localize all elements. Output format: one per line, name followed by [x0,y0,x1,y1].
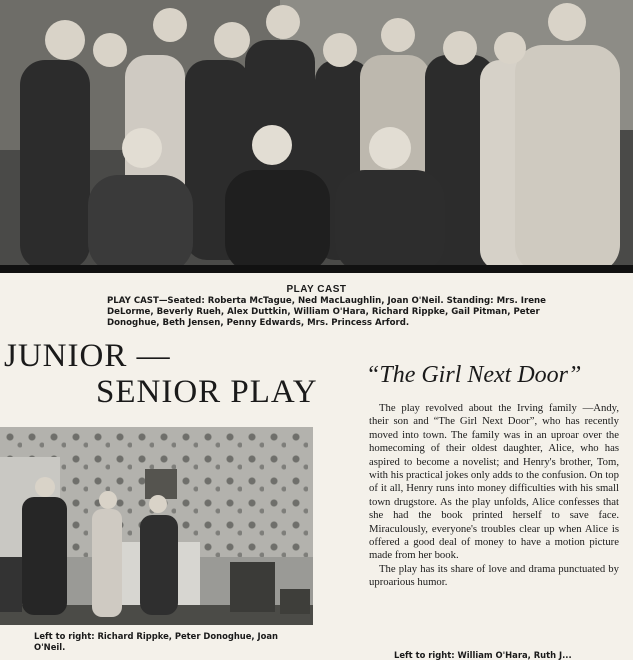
page-footer-caption: Left to right: William O'Hara, Ruth J... [394,650,572,660]
stage-photo-illustration [0,427,313,625]
cast-caption-title: PLAY CAST [286,284,347,295]
synopsis-paragraph: The play revolved about the Irving family —Andy, their son and “The Girl Next Door”, who has recently moved into town. The family was in an uproar over the homecoming of their oldest daughter, Alice, who has aspired to become a novelist; and Henry's brother, Tom, with his practical jokes only adds to the confusion. On top of it all, Henry runs into money difficulties with his small town drugstore. As the play unfolds, Alice confesses that she had the book printed herself to save face. Miraculously, everyone's troubles clear up when Alice is offered a good deal of money to have a motion picture made from her book. [369,402,619,562]
play-title: “The Girl Next Door” [366,362,582,388]
stage-photo [0,427,313,625]
synopsis-paragraph: The play has its share of love and drama punctuated by uproarious humor. [369,562,619,589]
stage-photo-caption: Left to right: Richard Rippke, Peter Donoghue, Joan O'Neil. [34,631,278,652]
play-synopsis [369,402,619,590]
cast-photo-illustration [0,0,633,273]
headline-junior: JUNIOR — [4,338,171,374]
headline-senior-play: SENIOR PLAY [96,374,318,410]
cast-caption: PLAY CAST—Seated: Roberta McTague, Ned MacLaughlin, Joan O'Neil. Standing: Mrs. Irene DeLorme, Beverly Rueh, Alex Duttkin, William O'Hara, Richard Rippke, Gail Pitman, Peter Donoghue, Beth Jensen, Penny Edwards, Mrs. Princess Arford. [107,296,546,328]
cast-photo [0,0,633,273]
